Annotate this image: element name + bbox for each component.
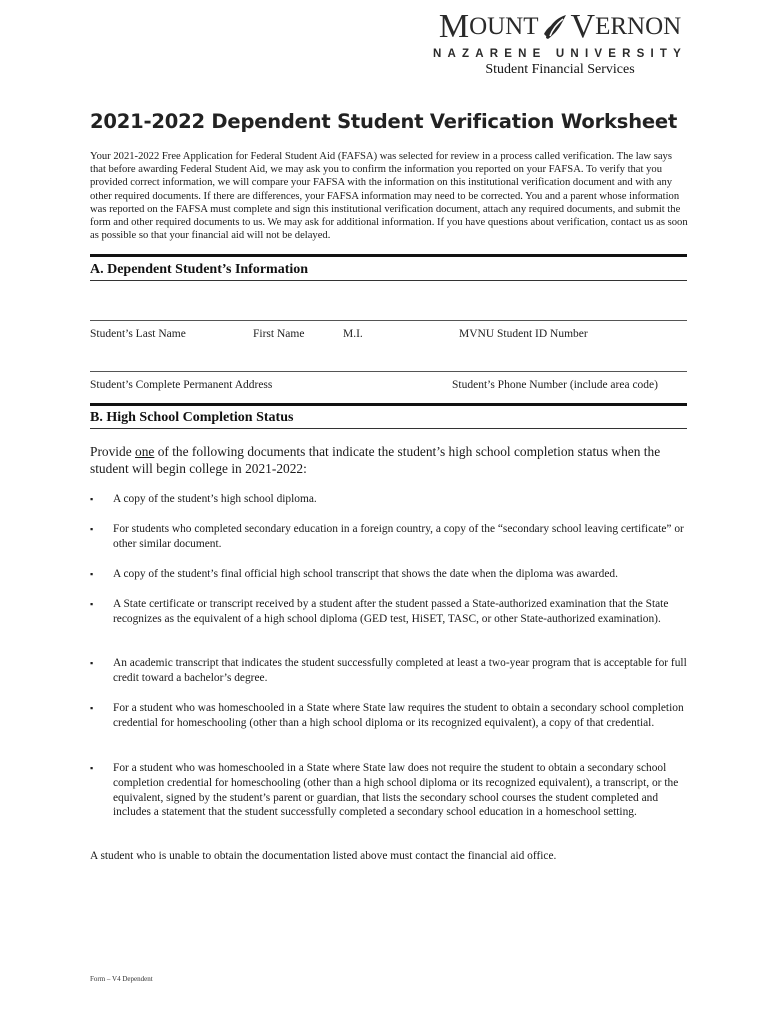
section-b-heading: B. High School Completion Status	[90, 410, 294, 425]
student-id-label: MVNU Student ID Number	[459, 328, 588, 340]
list-item-text: For a student who was homeschooled in a State where State law does not require the student to obtain a secondary school completion credential for homeschooling (other than a high school diploma or its recognized equivalent), a transcript, or the equivalent, signed by the student’s parent or guardian, that lists the secondary school courses the student completed and includes a statement that the student successfully completed a secondary school education in a homeschool setting.	[113, 762, 679, 819]
bullet-icon: ▪	[90, 494, 94, 504]
bullet-icon: ▪	[90, 763, 94, 773]
section-a-heading: A. Dependent Student’s Information	[90, 262, 309, 277]
section-a-underline	[90, 280, 687, 281]
form-footer: Form – V4 Dependent	[90, 975, 153, 983]
section-b-underline	[90, 428, 687, 429]
list-item-text: A State certificate or transcript received by a student after the student passed a State-authorized examination that the State recognizes as the equivalent of a high school diploma (GED test, HiSET, TASC, or other State-authorized examination).	[113, 598, 669, 625]
bullet-icon: ▪	[90, 658, 94, 668]
list-item-text: A copy of the student’s high school diploma.	[113, 493, 317, 505]
logo-wordmark: M OUNT V ERNON	[438, 8, 682, 45]
lead-text-end: of the following documents that indicate the student’s high school completion status when the student will begin college in 2021-2022:	[90, 444, 661, 476]
section-b-top-bar	[90, 403, 687, 406]
department-name: Student Financial Services	[485, 62, 635, 77]
list-item-text: For a student who was homeschooled in a State where State law requires the student to obtain a secondary school completion credential for homeschooling (other than a high school diploma or its recognized equivalent), a copy of that credential.	[113, 702, 684, 729]
page-title: 2021-2022 Dependent Student Verification Worksheet	[90, 110, 678, 133]
bullet-icon: ▪	[90, 569, 94, 579]
bullet-icon: ▪	[90, 703, 94, 713]
address-line	[90, 371, 687, 372]
first-name-label: First Name	[253, 328, 305, 340]
section-b-lead	[90, 443, 690, 477]
logo-subtext: NAZARENE UNIVERSITY	[433, 48, 687, 60]
bullet-icon: ▪	[90, 524, 94, 534]
middle-initial-label: M.I.	[343, 328, 363, 340]
address-label: Student’s Complete Permanent Address	[90, 379, 273, 391]
flame-leaf-icon	[540, 12, 570, 42]
university-logo	[430, 10, 690, 78]
lead-text-start: Provide	[90, 444, 136, 459]
list-item-text: An academic transcript that indicates the student successfully completed at least a two-year program that is acceptable for full credit toward a bachelor’s degree.	[113, 657, 687, 684]
phone-label: Student’s Phone Number (include area code)	[452, 379, 658, 391]
list-item-text: For students who completed secondary education in a foreign country, a copy of the “secondary school leaving certificate” or other similar document.	[113, 523, 684, 550]
lead-emphasis: one	[135, 444, 155, 459]
last-name-label: Student’s Last Name	[90, 328, 186, 340]
closing-note: A student who is unable to obtain the documentation listed above must contact the financial aid office.	[90, 850, 557, 862]
bullet-icon: ▪	[90, 599, 94, 609]
intro-text: Your 2021-2022 Free Application for Federal Student Aid (FAFSA) was selected for review in a process called verification. The law says that before awarding Federal Student Aid, we may ask you to confirm the information you reported on your FAFSA. To verify that you provided correct information, we will compare your FAFSA with the information on this institutional verification document and with any other required documents. If there are differences, your FAFSA information may need to be corrected. You and a parent whose information was reported on the FAFSA must complete and sign this institutional verification document, attach any required documents, and submit the form and other required documents to us. We may ask for additional information. If you have questions about verification, contact us as soon as possible so that your financial aid will not be delayed.	[90, 151, 688, 242]
section-a-top-bar	[90, 254, 687, 257]
list-item-text: A copy of the student’s final official high school transcript that shows the date when the diploma was awarded.	[113, 568, 618, 580]
intro-paragraph	[90, 150, 690, 242]
name-line	[90, 320, 687, 321]
